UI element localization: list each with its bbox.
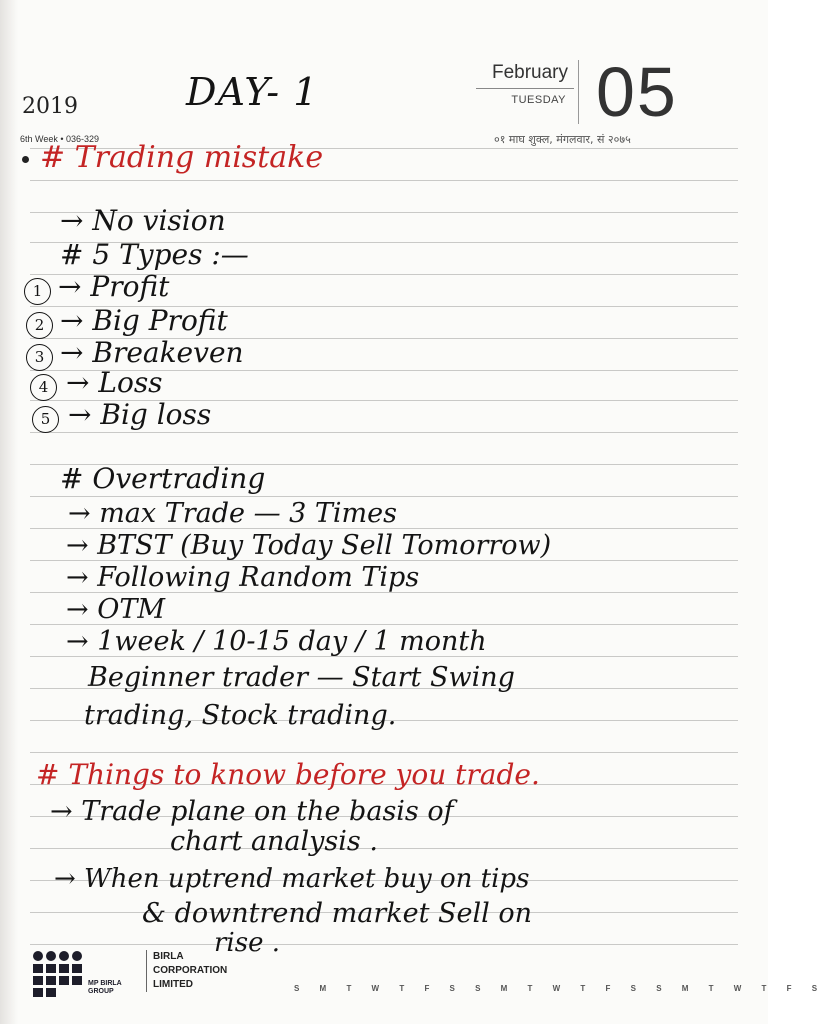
corporation-name bbox=[146, 950, 263, 992]
ruled-line bbox=[30, 432, 738, 433]
ruled-line bbox=[30, 752, 738, 753]
line-no-vision: → No vision bbox=[60, 204, 226, 237]
ruled-line bbox=[30, 944, 738, 945]
type-big-loss: → Big loss bbox=[68, 398, 212, 431]
corp-line: CORPORATION bbox=[153, 965, 228, 976]
overtrading-point: → BTST (Buy Today Sell Tomorrow) bbox=[66, 530, 552, 561]
type-loss: → Loss bbox=[66, 366, 163, 399]
overtrading-point: → max Trade — 3 Times bbox=[68, 498, 397, 529]
know-line: rise . bbox=[214, 928, 281, 958]
beginner-line: trading, Stock trading. bbox=[84, 700, 397, 731]
heading-trading-mistake: # Trading mistake bbox=[40, 140, 324, 175]
heading-five-types: # 5 Types :— bbox=[60, 238, 249, 271]
type-breakeven: → Breakeven bbox=[60, 336, 244, 369]
know-line: & downtrend market Sell on bbox=[142, 898, 532, 929]
number-circle: 4 bbox=[30, 374, 57, 401]
overtrading-point: → Following Random Tips bbox=[66, 562, 420, 593]
type-profit: → Profit bbox=[58, 270, 170, 303]
know-line: → When uptrend market buy on tips bbox=[54, 864, 530, 894]
ruled-line bbox=[30, 496, 738, 497]
heading-things-to-know: # Things to know before you trade. bbox=[36, 758, 540, 791]
beginner-line: Beginner trader — Start Swing bbox=[88, 662, 515, 693]
page-title: DAY- 1 bbox=[186, 70, 319, 114]
corp-line: LIMITED bbox=[153, 979, 193, 990]
heading-overtrading: # Overtrading bbox=[60, 462, 266, 495]
corp-line: BIRLA bbox=[153, 951, 184, 962]
number-circle: 3 bbox=[26, 344, 53, 371]
overtrading-point: → OTM bbox=[66, 594, 165, 625]
type-big-profit: → Big Profit bbox=[60, 304, 228, 337]
date-divider bbox=[578, 60, 579, 124]
calendar-strip: S M T W T F S S M T W T F S S M T W T F S bbox=[294, 984, 826, 993]
know-line: chart analysis . bbox=[170, 826, 378, 857]
number-circle: 2 bbox=[26, 312, 53, 339]
month-label: February bbox=[491, 62, 568, 83]
weekday-label: TUESDAY bbox=[511, 94, 566, 106]
hindi-date: ०१ माघ शुक्ल, मंगलवार, सं २०७५ bbox=[494, 133, 631, 146]
page-binding-shadow bbox=[0, 0, 18, 1024]
logo-caption: MP BIRLA GROUP bbox=[88, 980, 122, 995]
week-info: 6th Week • 036-329 bbox=[20, 134, 100, 144]
year-label: 2019 bbox=[22, 94, 78, 119]
day-number: 05 bbox=[596, 53, 678, 131]
number-circle: 5 bbox=[32, 406, 59, 433]
overtrading-point: → 1week / 10-15 day / 1 month bbox=[66, 626, 487, 657]
know-line: → Trade plane on the basis of bbox=[50, 796, 454, 827]
ruled-line bbox=[30, 848, 738, 849]
bullet-dot bbox=[22, 156, 29, 163]
number-circle: 1 bbox=[24, 278, 51, 305]
header-divider bbox=[476, 88, 574, 89]
ruled-line bbox=[30, 180, 738, 181]
